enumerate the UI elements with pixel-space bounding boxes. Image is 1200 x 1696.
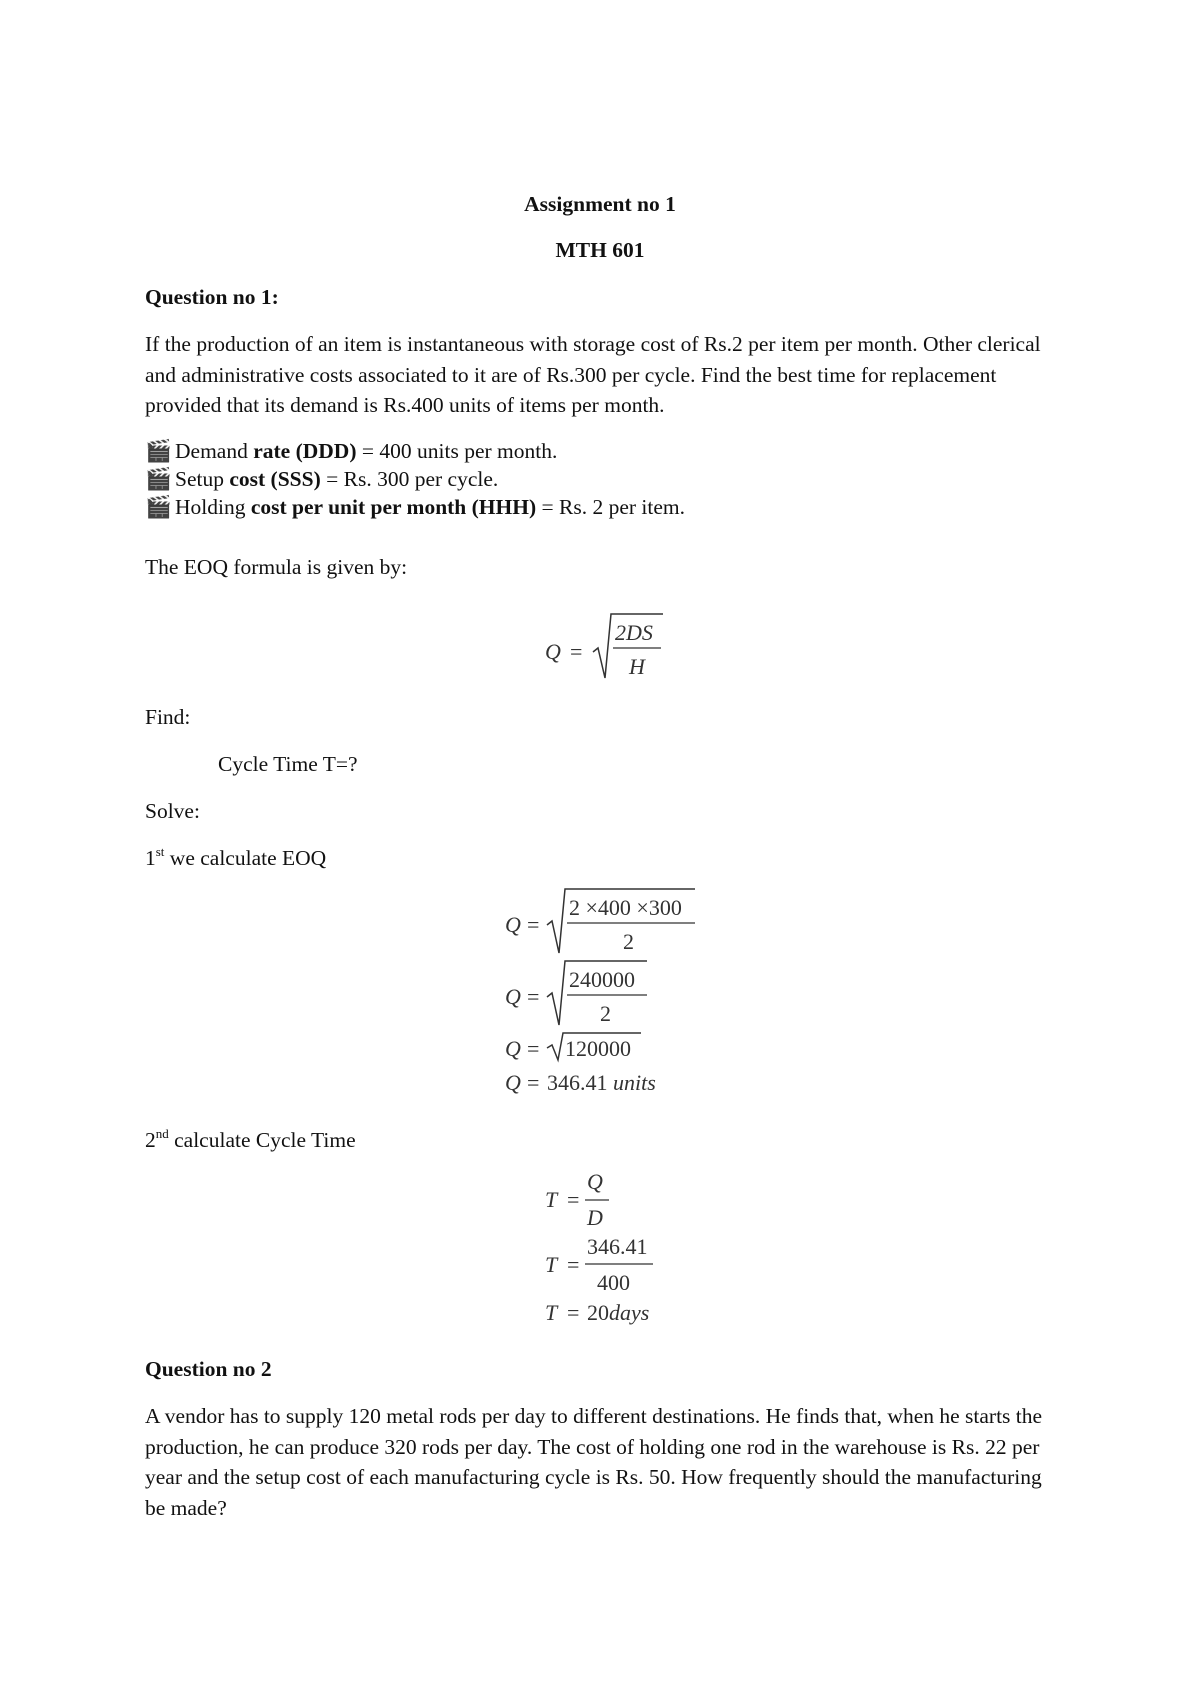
svg-text:346.41: 346.41 bbox=[547, 1070, 608, 1095]
eoq-step-4 bbox=[505, 1068, 685, 1100]
clapperboard-icon: 🎬 bbox=[145, 439, 172, 463]
eoq-step-3 bbox=[505, 1030, 655, 1066]
clapperboard-icon: 🎬 bbox=[145, 495, 172, 519]
step-1-label: 1st we calculate EOQ bbox=[145, 844, 327, 870]
svg-text:Q: Q bbox=[587, 1169, 603, 1194]
svg-text:Q: Q bbox=[505, 912, 521, 937]
bullet-setup-cost: 🎬 Setup cost (SSS) = Rs. 300 per cycle. bbox=[145, 467, 499, 491]
eoq-step-1 bbox=[505, 885, 705, 960]
svg-text:H: H bbox=[629, 654, 645, 679]
solve-label: Solve: bbox=[145, 799, 200, 823]
svg-text:Q: Q bbox=[505, 1070, 521, 1095]
svg-text:T: T bbox=[545, 1300, 558, 1325]
svg-text:=: = bbox=[527, 912, 540, 937]
svg-text:Q: Q bbox=[505, 984, 521, 1009]
formula-intro: The EOQ formula is given by: bbox=[145, 555, 408, 579]
svg-text:units: units bbox=[613, 1070, 656, 1095]
svg-text:=: = bbox=[567, 1300, 580, 1325]
svg-text:120000: 120000 bbox=[565, 1036, 631, 1061]
cycle-step-1 bbox=[545, 1167, 635, 1232]
cycle-step-2 bbox=[545, 1232, 665, 1297]
svg-text:2DS: 2DS bbox=[615, 620, 653, 645]
svg-text:20: 20 bbox=[587, 1300, 609, 1325]
svg-text:Q: Q bbox=[505, 1036, 521, 1061]
question-2-heading: Question no 2 bbox=[145, 1357, 272, 1381]
question-1-heading: Question no 1: bbox=[145, 285, 279, 309]
svg-text:=: = bbox=[570, 639, 583, 664]
svg-text:D: D bbox=[587, 1205, 603, 1230]
question-1-text: If the production of an item is instantaneous with storage cost of Rs.2 per item per month. Other clerical and administrative costs associated to it are of Rs.300 per cycle. Find the best time for replacement provided that its demand is Rs.400 units of items per month. bbox=[145, 332, 1041, 417]
svg-text:T: T bbox=[545, 1252, 558, 1277]
find-item: Cycle Time T=? bbox=[218, 752, 358, 776]
assignment-title: Assignment no 1 bbox=[524, 192, 676, 216]
svg-text:240000: 240000 bbox=[569, 967, 635, 992]
eoq-step-2 bbox=[505, 957, 655, 1032]
find-label: Find: bbox=[145, 705, 191, 729]
svg-text:Q: Q bbox=[545, 639, 561, 664]
svg-text:2: 2 bbox=[600, 1001, 611, 1026]
bullet-holding-cost: 🎬 Holding cost per unit per month (HHH) = Rs. 2 per item. bbox=[145, 495, 686, 519]
course-code: MTH 601 bbox=[555, 238, 645, 262]
svg-text:346.41: 346.41 bbox=[587, 1234, 648, 1259]
clapperboard-icon: 🎬 bbox=[145, 467, 172, 491]
svg-text:2: 2 bbox=[623, 929, 634, 954]
svg-text:=: = bbox=[527, 1070, 540, 1095]
svg-text:=: = bbox=[527, 1036, 540, 1061]
cycle-step-3 bbox=[545, 1298, 675, 1330]
eoq-formula bbox=[545, 610, 675, 685]
svg-text:400: 400 bbox=[597, 1270, 630, 1295]
question-2-text: A vendor has to supply 120 metal rods per day to different destinations. He finds that, when he starts the production, he can produce 320 rods per day. The cost of holding one rod in the warehouse is Rs. 22 per year and the setup cost of each manufacturing cycle is Rs. 50. How frequently should the manufacturing be made? bbox=[145, 1404, 1043, 1520]
svg-text:2 ×400 ×300: 2 ×400 ×300 bbox=[569, 895, 682, 920]
svg-text:=: = bbox=[567, 1187, 580, 1212]
step-2-label: 2nd calculate Cycle Time bbox=[145, 1126, 356, 1152]
svg-text:days: days bbox=[609, 1300, 650, 1325]
svg-text:=: = bbox=[567, 1252, 580, 1277]
bullet-demand-rate: 🎬 Demand rate (DDD) = 400 units per month. bbox=[145, 439, 558, 463]
svg-text:=: = bbox=[527, 984, 540, 1009]
svg-text:T: T bbox=[545, 1187, 558, 1212]
